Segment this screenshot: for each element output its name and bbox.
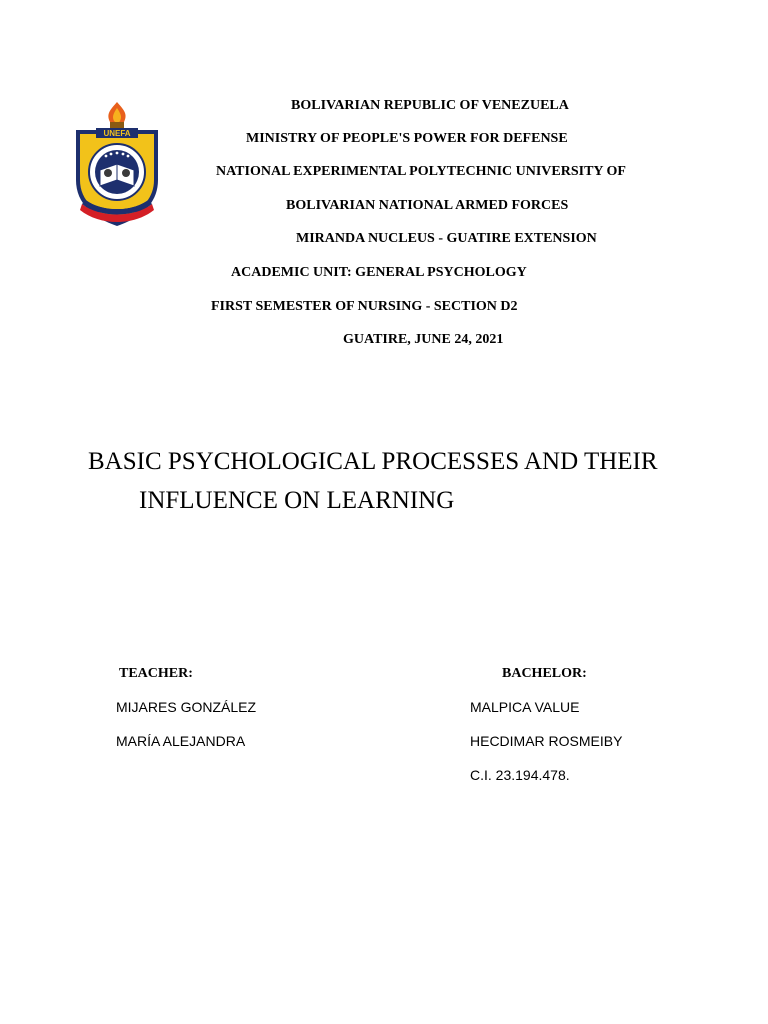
header-line-nucleus: MIRANDA NUCLEUS - GUATIRE EXTENSION [296, 231, 597, 246]
header-line-date: GUATIRE, JUNE 24, 2021 [343, 332, 504, 347]
teacher-label: TEACHER: [119, 666, 193, 681]
header-line-armed-forces: BOLIVARIAN NATIONAL ARMED FORCES [286, 198, 569, 213]
document-title-line-1: BASIC PSYCHOLOGICAL PROCESSES AND THEIR [88, 448, 658, 475]
bachelor-given-name: HECDIMAR ROSMEIBY [470, 733, 623, 749]
header-line-unit: ACADEMIC UNIT: GENERAL PSYCHOLOGY [231, 265, 527, 280]
header-line-semester: FIRST SEMESTER OF NURSING - SECTION D2 [211, 299, 518, 314]
document-title-line-2: INFLUENCE ON LEARNING [139, 487, 455, 514]
header-line-ministry: MINISTRY OF PEOPLE'S POWER FOR DEFENSE [246, 131, 568, 146]
bachelor-label: BACHELOR: [502, 666, 587, 681]
logo-text: UNEFA [103, 129, 131, 138]
bachelor-surname: MALPICA VALUE [470, 699, 580, 715]
teacher-given-name: MARÍA ALEJANDRA [116, 733, 246, 749]
header-line-university: NATIONAL EXPERIMENTAL POLYTECHNIC UNIVERSITY OF [216, 164, 626, 179]
bachelor-id-number: C.I. 23.194.478. [470, 767, 570, 783]
header-line-country: BOLIVARIAN REPUBLIC OF VENEZUELA [291, 98, 569, 113]
teacher-surname: MIJARES GONZÁLEZ [116, 699, 257, 715]
unefa-seal-icon [70, 100, 164, 236]
